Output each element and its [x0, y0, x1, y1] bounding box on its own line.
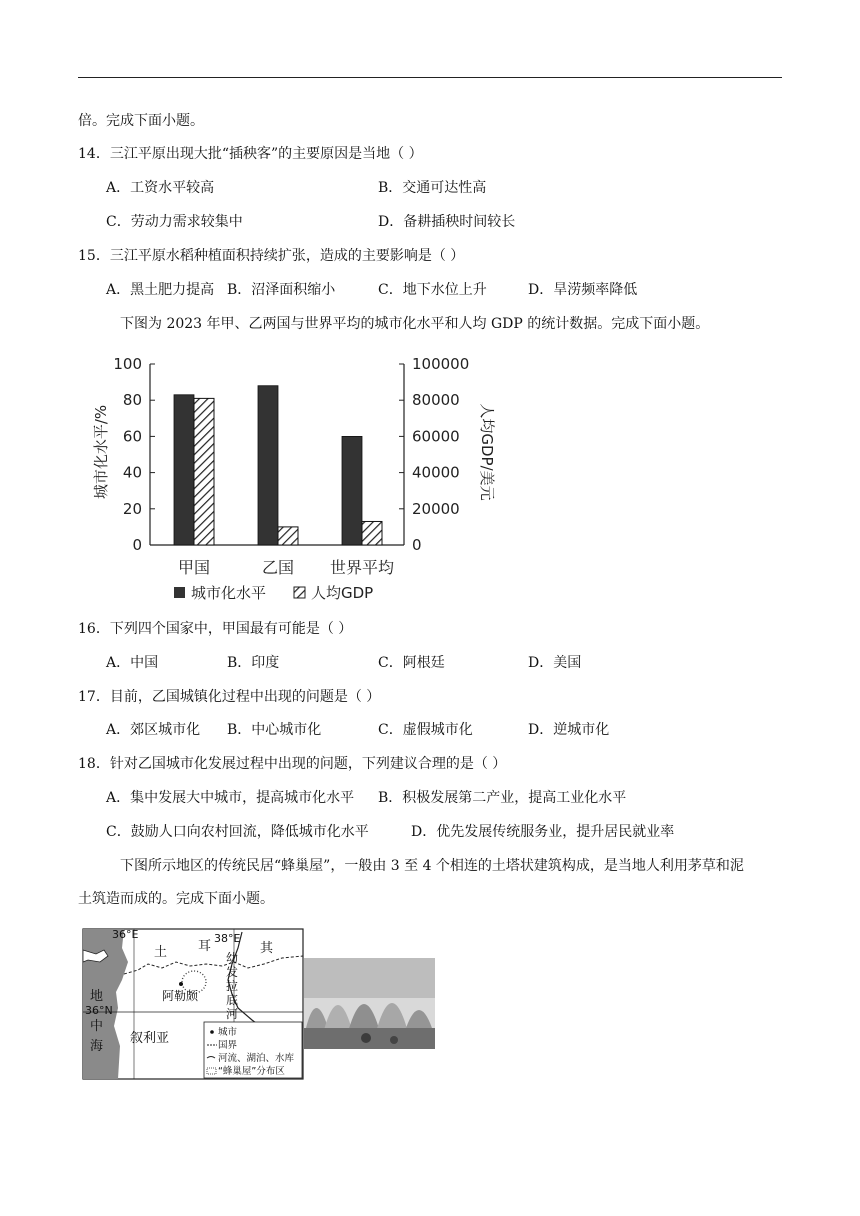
river-label-4: 底 — [226, 993, 239, 1007]
location-map — [82, 928, 304, 1080]
question-16-option-c: C．阿根廷 — [378, 655, 445, 671]
legend-swatch-urbanization — [174, 587, 185, 598]
left-tick-label: 60 — [122, 427, 142, 446]
question-14-stem: 14．三江平原出现大批“插秧客”的主要原因是当地（ ） — [78, 146, 423, 162]
question-17-option-c: C．虚假城市化 — [378, 722, 473, 738]
header-rule — [78, 77, 782, 78]
question-14-option-b: B．交通可达性高 — [378, 180, 487, 196]
left-tick-label: 80 — [122, 391, 142, 410]
question-18-option-d: D．优先发展传统服务业，提升居民就业率 — [411, 824, 675, 840]
bar-urbanization — [258, 386, 278, 545]
sea-label-2: 中 — [90, 1019, 104, 1034]
lat-label: 36°N — [85, 1004, 113, 1017]
question-18-option-b: B．积极发展第二产业，提高工业化水平 — [378, 790, 627, 806]
question-15-option-c: C．地下水位上升 — [378, 282, 487, 298]
right-tick-label: 20000 — [412, 499, 460, 518]
left-tick-label: 40 — [122, 463, 142, 482]
legend-border-label: 国界 — [218, 1040, 238, 1051]
chart-plot — [113, 355, 469, 577]
bar-urbanization — [174, 395, 194, 545]
legend-label-gdp: 人均GDP — [311, 584, 374, 602]
question-16-option-b: B．印度 — [227, 655, 280, 671]
bar-chart — [88, 348, 508, 610]
bar-urbanization — [342, 436, 362, 545]
legend-area-label: “蜂巢屋”分布区 — [218, 1066, 285, 1077]
legend-river-label: 河流、湖泊、水库 — [218, 1053, 295, 1064]
bar-gdp — [278, 527, 298, 545]
question-18-stem: 18．针对乙国城市化发展过程中出现的问题，下列建议合理的是（ ） — [78, 756, 507, 772]
intro-tail: 倍。完成下面小题。 — [78, 113, 204, 129]
right-tick-label: 100000 — [412, 355, 470, 373]
chart-ylabel: 城市化水平/% — [92, 404, 110, 500]
legend-swatch-gdp — [294, 587, 305, 598]
syria-label: 叙利亚 — [130, 1031, 170, 1046]
question-14-option-d: D．备耕插秧时间较长 — [378, 214, 516, 230]
city-label-aleppo: 阿勒颇 — [162, 989, 199, 1003]
right-tick-label: 0 — [412, 536, 422, 554]
bar-gdp — [362, 521, 382, 545]
lon-label-36: 36°E — [112, 928, 139, 941]
right-tick-label: 80000 — [412, 391, 460, 410]
question-15-option-a: A．黑土肥力提高 — [106, 282, 215, 298]
question-17-option-b: B．中心城市化 — [227, 722, 322, 738]
sea-label-3: 海 — [90, 1039, 104, 1054]
right-tick-label: 40000 — [412, 463, 460, 482]
question-17-option-a: A．郊区城市化 — [106, 722, 201, 738]
category-label: 世界平均 — [329, 558, 395, 577]
question-15-option-d: D．旱涝频率降低 — [528, 282, 638, 298]
beehive-house-photo — [304, 958, 435, 1049]
category-label: 甲国 — [177, 558, 211, 577]
river-label-3: 拉 — [226, 979, 239, 993]
turkey-label-3: 其 — [260, 941, 274, 956]
map-intro-line-1: 下图所示地区的传统民居“蜂巢屋”，一般由 3 至 4 个相连的土塔状建筑构成，是当地人利用茅草和泥 — [120, 858, 744, 874]
category-label: 乙国 — [261, 558, 295, 577]
chart-intro: 下图为 2023 年甲、乙两国与世界平均的城市化水平和人均 GDP 的统计数据。完成下面小题。 — [120, 316, 710, 332]
river-label-5: 河 — [226, 1007, 239, 1021]
river-label-2: 发 — [226, 965, 239, 979]
sea-label-1: 地 — [90, 989, 104, 1004]
question-17-option-d: D．逆城市化 — [528, 722, 610, 738]
city-aleppo-dot — [179, 982, 183, 986]
left-tick-label: 0 — [132, 536, 142, 554]
legend-label-urbanization: 城市化水平 — [191, 584, 267, 602]
question-14-option-c: C．劳动力需求较集中 — [106, 214, 243, 230]
legend-city-icon — [210, 1030, 214, 1034]
lon-label-38: 38°E — [214, 932, 241, 945]
question-17-stem: 17．目前，乙国城镇化过程中出现的问题是（ ） — [78, 689, 381, 705]
question-15-stem: 15．三江平原水稻种植面积持续扩张，造成的主要影响是（ ） — [78, 248, 465, 264]
turkey-label-1: 土 — [154, 945, 168, 960]
turkey-label-2: 耳 — [198, 939, 212, 954]
question-15-option-b: B．沼泽面积缩小 — [227, 282, 336, 298]
left-tick-label: 20 — [122, 499, 142, 518]
question-18-option-c: C．鼓励人口向农村回流，降低城市化水平 — [106, 824, 369, 840]
question-14-option-a: A．工资水平较高 — [106, 180, 215, 196]
river-label-1: 幼 — [226, 951, 239, 965]
question-16-option-d: D．美国 — [528, 655, 582, 671]
question-16-option-a: A．中国 — [106, 655, 159, 671]
legend-city-label: 城市 — [218, 1027, 238, 1038]
bar-gdp — [194, 398, 214, 545]
right-tick-label: 60000 — [412, 427, 460, 446]
map-intro-line-2: 土筑造而成的。完成下面小题。 — [78, 891, 274, 907]
question-18-option-a: A．集中发展大中城市，提高城市化水平 — [106, 790, 355, 806]
left-tick-label: 100 — [113, 355, 142, 373]
question-16-stem: 16．下列四个国家中，甲国最有可能是（ ） — [78, 621, 353, 637]
chart-y2label: 人均GDP/美元 — [478, 403, 496, 501]
